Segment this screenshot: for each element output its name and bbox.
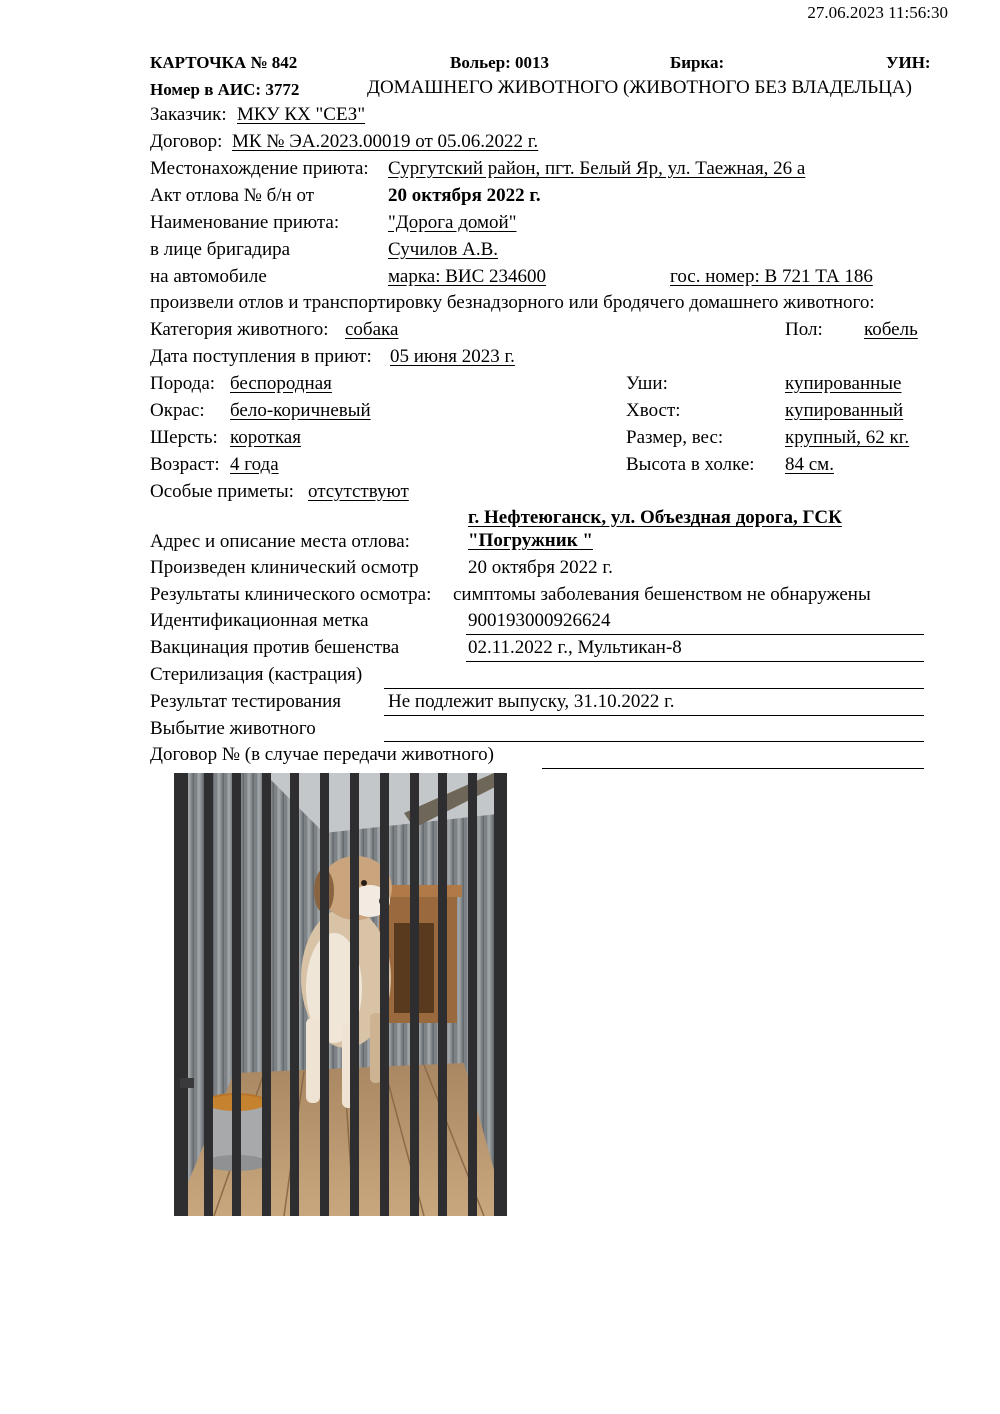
arrival-label: Дата поступления в приют: [150, 346, 372, 367]
height-label: Высота в холке: [626, 454, 755, 475]
fur-label: Шерсть: [150, 427, 218, 448]
marks-label: Особые приметы: [150, 481, 294, 502]
leave-label: Выбытие животного [150, 718, 316, 739]
testing-value: Не подлежит выпуску, 31.10.2022 г. [388, 691, 675, 712]
act-label: Акт отлова № б/н от [150, 185, 315, 206]
size-label: Размер, вес: [626, 427, 724, 448]
category-label: Категория животного: [150, 319, 329, 340]
animal-photo [174, 773, 507, 1216]
color-value: бело-коричневый [230, 400, 371, 421]
fur-value: короткая [230, 427, 301, 448]
id-label: Идентификационная метка [150, 610, 369, 631]
ears-label: Уши: [626, 373, 668, 394]
testing-label: Результат тестирования [150, 691, 342, 712]
exam-date: 20 октября 2022 г. [468, 557, 613, 578]
customer-label: Заказчик: [150, 104, 227, 125]
contract-value: МК № ЭА.2023.00019 от 05.06.2022 г. [232, 131, 539, 152]
age-label: Возраст: [150, 454, 220, 475]
breed-label: Порода: [150, 373, 216, 394]
transfer-underline [542, 768, 924, 769]
enclosure-number: Вольер: 0013 [450, 53, 550, 72]
ears-value: купированные [785, 373, 902, 394]
car-brand: марка: ВИС 234600 [388, 266, 547, 287]
print-timestamp: 27.06.2023 11:56:30 [807, 3, 948, 22]
height-value: 84 см. [785, 454, 834, 475]
capture-place-label: Адрес и описание места отлова: [150, 531, 410, 552]
leave-underline [384, 741, 924, 742]
foreman-label: в лице бригадира [150, 239, 291, 260]
vaccination-underline [466, 661, 924, 662]
marks-value: отсутствуют [308, 481, 409, 502]
ais-number: Номер в АИС: 3772 [150, 80, 300, 99]
tag-label: Бирка: [670, 53, 725, 72]
capture-place-line2: "Погружник " [468, 530, 593, 551]
card-title: ДОМАШНЕГО ЖИВОТНОГО (ЖИВОТНОГО БЕЗ ВЛАДЕЛЬЦА) [367, 77, 912, 98]
exam-result-label: Результаты клинического осмотра: [150, 584, 432, 605]
car-label: на автомобиле [150, 266, 267, 287]
shelter-label: Наименование приюта: [150, 212, 340, 233]
capture-place-line1: г. Нефтеюганск, ул. Объездная дорога, ГСК [468, 507, 842, 528]
age-value: 4 года [230, 454, 279, 475]
sex-label: Пол: [785, 319, 823, 340]
testing-underline [384, 715, 924, 716]
tail-value: купированный [785, 400, 904, 421]
size-value: крупный, 62 кг. [785, 427, 910, 448]
uin-label: УИН: [886, 53, 931, 72]
color-label: Окрас: [150, 400, 205, 421]
category-value: собака [345, 319, 399, 340]
contract-label: Договор: [150, 131, 223, 152]
capture-statement: произвели отлов и транспортировку безнадзорного или бродячего домашнего животного: [150, 292, 875, 313]
shelter-value: "Дорога домой" [388, 212, 517, 233]
breed-value: беспородная [230, 373, 332, 394]
tail-label: Хвост: [626, 400, 681, 421]
vaccination-value: 02.11.2022 г., Мультикан-8 [468, 637, 682, 658]
foreman-value: Сучилов А.В. [388, 239, 499, 260]
id-underline [466, 634, 924, 635]
exam-label: Произведен клинический осмотр [150, 557, 419, 578]
car-plate: гос. номер: В 721 ТА 186 [670, 266, 873, 287]
location-value: Сургутский район, пгт. Белый Яр, ул. Таежная, 26 а [388, 158, 806, 179]
act-date: 20 октября 2022 г. [388, 185, 541, 206]
location-label: Местонахождение приюта: [150, 158, 369, 179]
sex-value: кобель [864, 319, 918, 340]
customer-value: МКУ КХ "СЕЗ" [237, 104, 366, 125]
exam-result-value: симптомы заболевания бешенством не обнаружены [453, 584, 871, 605]
transfer-label: Договор № (в случае передачи животного) [150, 744, 494, 765]
id-value: 900193000926624 [468, 610, 611, 631]
sterilization-underline [384, 688, 924, 689]
arrival-value: 05 июня 2023 г. [390, 346, 515, 367]
vaccination-label: Вакцинация против бешенства [150, 637, 400, 658]
card-number: КАРТОЧКА № 842 [150, 53, 298, 72]
sterilization-label: Стерилизация (кастрация) [150, 664, 363, 685]
